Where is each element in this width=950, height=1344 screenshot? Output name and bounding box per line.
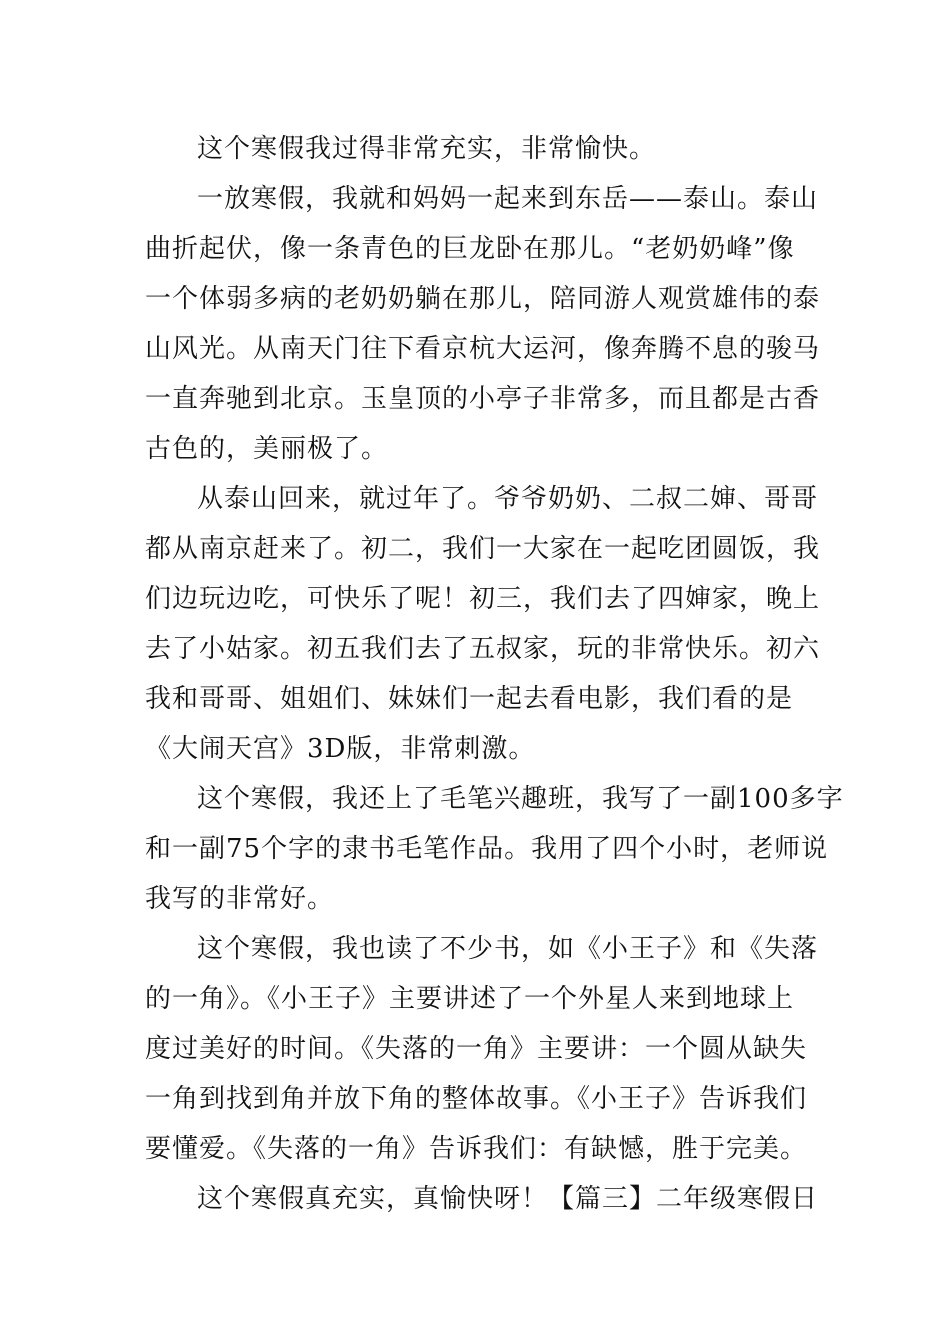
text-line-4: 一个体弱多病的老奶奶躺在那儿，陪同游人观赏雄伟的泰	[145, 284, 821, 314]
text-line-7: 古色的，美丽极了。	[145, 434, 389, 464]
text-line-8: 从泰山回来，就过年了。爷爷奶奶、二叔二婶、哥哥	[197, 484, 819, 514]
text-line-13: 《大闹天宫》3D版，非常刺激。	[145, 734, 536, 764]
text-line-14: 这个寒假，我还上了毛笔兴趣班，我写了一副100多字	[197, 784, 844, 814]
text-line-18: 的一角》。《小王子》主要讲述了一个外星人来到地球上	[145, 984, 795, 1014]
text-line-6: 一直奔驰到北京。玉皇顶的小亭子非常多，而且都是古香	[145, 384, 821, 414]
text-line-22: 这个寒假真充实，真愉快呀！【篇三】二年级寒假日	[197, 1184, 819, 1214]
text-line-17: 这个寒假，我也读了不少书，如《小王子》和《失落	[197, 934, 819, 964]
text-line-5: 山风光。从南天门往下看京杭大运河，像奔腾不息的骏马	[145, 334, 821, 364]
text-line-11: 去了小姑家。初五我们去了五叔家，玩的非常快乐。初六	[145, 634, 821, 664]
text-line-9: 都从南京赶来了。初二，我们一大家在一起吃团圆饭，我	[145, 534, 821, 564]
text-line-21: 要懂爱。《失落的一角》告诉我们：有缺憾，胜于完美。	[145, 1134, 808, 1164]
text-line-20: 一角到找到角并放下角的整体故事。《小王子》告诉我们	[145, 1084, 808, 1114]
text-line-3: 曲折起伏，像一条青色的巨龙卧在那儿。“老奶奶峰”像	[145, 234, 795, 264]
text-line-19: 度过美好的时间。《失落的一角》主要讲：一个圆从缺失	[145, 1034, 808, 1064]
text-line-16: 我写的非常好。	[145, 884, 335, 914]
text-line-15: 和一副75个字的隶书毛笔作品。我用了四个小时，老师说	[145, 834, 829, 864]
text-line-1: 这个寒假我过得非常充实，非常愉快。	[197, 134, 657, 164]
text-line-12: 我和哥哥、姐姐们、妹妹们一起去看电影，我们看的是	[145, 684, 794, 714]
text-line-10: 们边玩边吃，可快乐了呢！初三，我们去了四婶家，晚上	[145, 584, 821, 614]
text-line-2: 一放寒假，我就和妈妈一起来到东岳——泰山。泰山	[197, 184, 819, 214]
